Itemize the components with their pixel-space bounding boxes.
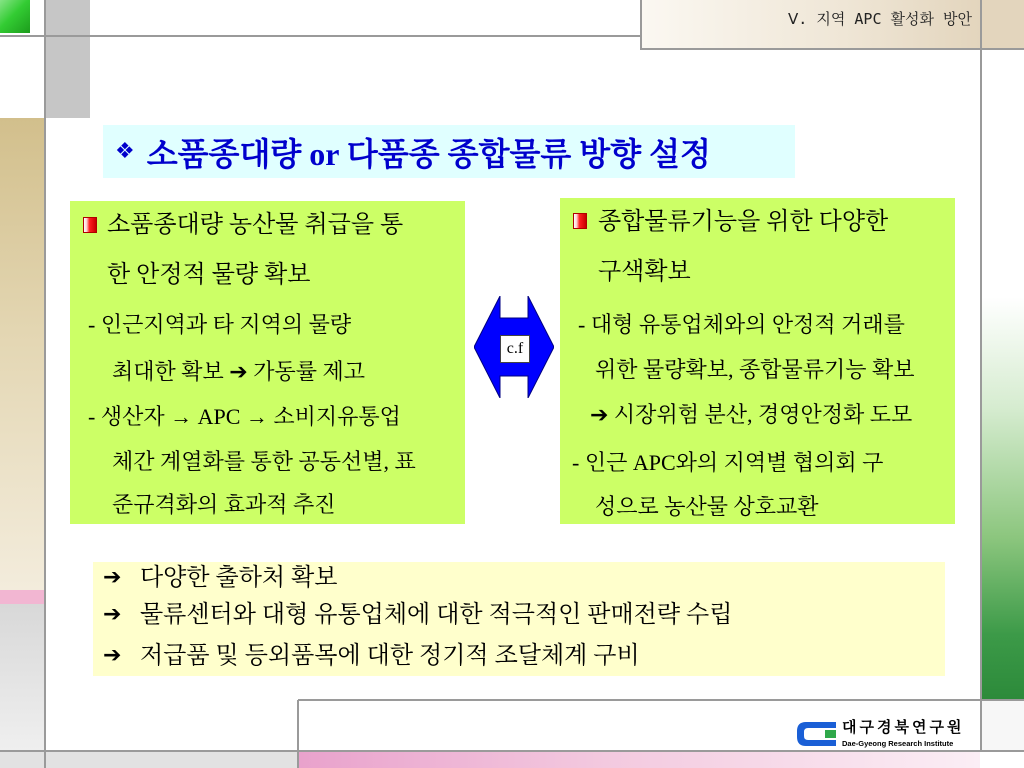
right-box-subitem-line: - 인근 APC와의 지역별 협의회 구 — [572, 450, 884, 475]
right-box-subitem-line: 위한 물량확보, 종합물류기능 확보 — [595, 357, 915, 382]
left-box-subitem-line: 체간 계열화를 통한 공동선별, 표 — [112, 449, 416, 474]
right-box-subitem-line: 성으로 농산물 상호교환 — [595, 494, 819, 519]
decor-gray-block — [46, 0, 90, 118]
summary-box — [93, 562, 945, 676]
slide-title-box — [103, 125, 795, 178]
decor-left-tan-column — [0, 118, 44, 590]
summary-item-text: 저급품 및 등외품목에 대한 정기적 조달체계 구비 — [140, 643, 640, 669]
divider-line — [0, 35, 640, 37]
bold-right-arrow-icon: ➔ — [103, 643, 122, 668]
decor-left-gray-column — [0, 604, 44, 750]
section-header — [640, 0, 980, 48]
summary-item — [103, 562, 337, 594]
right-content-box — [560, 198, 955, 524]
four-diamond-bullet-icon: ❖ — [115, 139, 135, 164]
red-square-bullet-icon — [83, 217, 97, 233]
divider-line — [44, 0, 46, 768]
summary-item — [103, 640, 640, 672]
left-box-subitem-line: - 생산자 → APC → 소비지유통업 — [88, 404, 401, 429]
divider-line — [297, 700, 299, 768]
left-box-subitem-line: 준규격화의 효과적 추진 — [112, 492, 336, 517]
dgi-logo-icon — [795, 719, 837, 749]
right-box-heading-line: 구색확보 — [598, 259, 691, 285]
left-box-subitem-line: - 인근지역과 타 지역의 물량 — [88, 312, 352, 337]
logo-name-english: Dae-Gyeong Research Institute — [842, 739, 954, 748]
left-box-heading-line: 한 안정적 물량 확보 — [107, 262, 311, 288]
red-square-bullet-icon — [573, 213, 587, 229]
cf-label: c.f — [500, 335, 530, 363]
decor-top-right-corner — [982, 0, 1024, 48]
divider-line — [980, 0, 982, 752]
institute-logo — [795, 718, 977, 750]
decor-left-pink-stripe — [0, 590, 44, 604]
summary-item-text: 다양한 출하처 확보 — [140, 565, 338, 591]
divider-line — [640, 48, 1024, 50]
summary-item — [103, 599, 732, 631]
divider-line — [0, 750, 1024, 752]
right-box-subitem-line: ➔ 시장위험 분산, 경영안정화 도모 — [590, 402, 913, 427]
left-box-heading-line: 소품종대량 농산물 취급을 통 — [107, 212, 404, 238]
summary-item-text: 물류센터와 대형 유통업체에 대한 적극적인 판매전략 수립 — [140, 602, 733, 628]
right-box-heading-line: 종합물류기능을 위한 다양한 — [598, 209, 889, 235]
left-box-subitem-line: 최대한 확보 ➔ 가동률 제고 — [112, 359, 365, 384]
logo-name-korean: 대구경북연구원 — [842, 718, 965, 736]
divider-line — [640, 0, 642, 50]
decor-right-green-column — [982, 50, 1024, 700]
bold-right-arrow-icon: ➔ — [103, 565, 122, 590]
decor-bottom-right-corner — [982, 701, 1024, 750]
slide-title: 소품종대량 or 다품종 종합물류 방향 설정 — [146, 135, 711, 172]
decor-bottom-pink-strip — [299, 752, 980, 768]
decor-green-square — [0, 0, 30, 33]
right-box-subitem-line: - 대형 유통업체와의 안정적 거래를 — [578, 312, 905, 337]
divider-line — [298, 699, 1024, 701]
bold-right-arrow-icon: ➔ — [103, 602, 122, 627]
section-title: Ⅴ. 지역 APC 활성화 방안 — [788, 10, 972, 28]
left-content-box — [70, 201, 465, 524]
